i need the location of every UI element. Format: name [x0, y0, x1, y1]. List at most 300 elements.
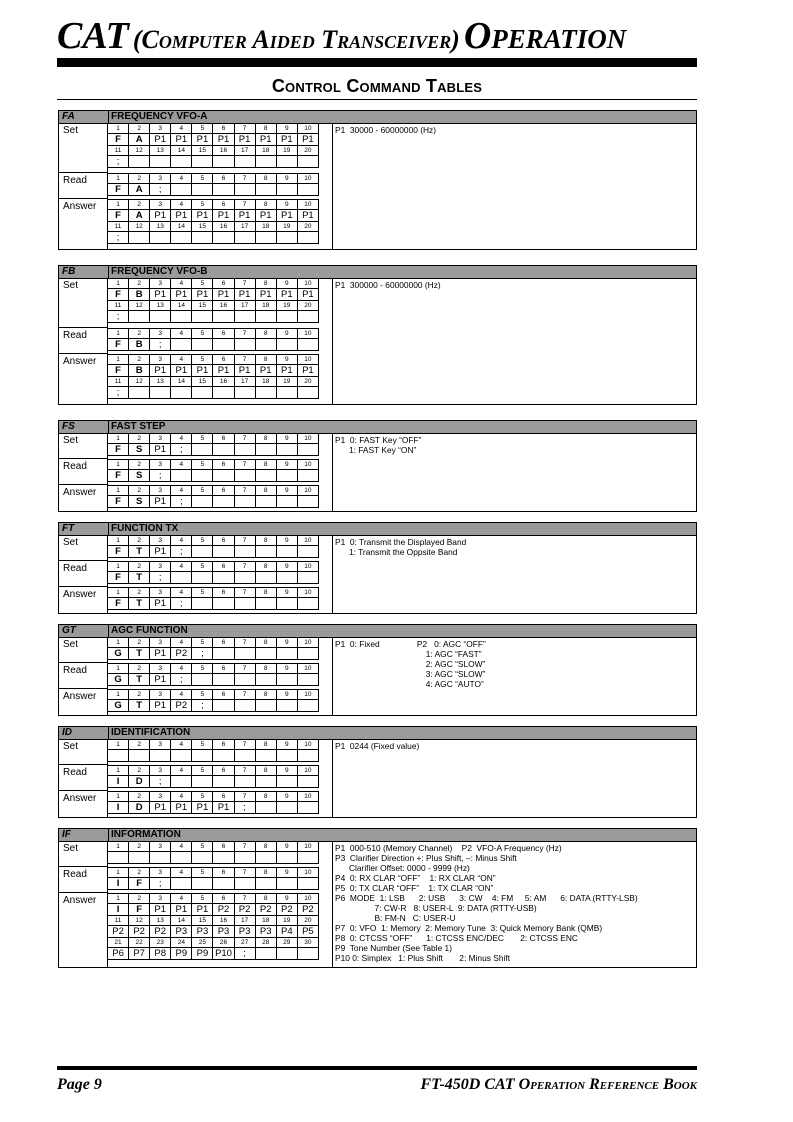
- command-cell: G: [108, 674, 129, 686]
- position-number: 10: [297, 536, 318, 546]
- position-number: 9: [276, 434, 297, 444]
- command-cell: [234, 496, 255, 508]
- position-number: 13: [150, 222, 171, 232]
- position-number: 7: [234, 562, 255, 572]
- position-number-row: [108, 638, 319, 648]
- command-cell: [192, 444, 213, 456]
- command-cell: G: [108, 700, 129, 712]
- position-number: 7: [234, 664, 255, 674]
- position-number: 4: [171, 894, 192, 904]
- command-format-table: [107, 123, 319, 168]
- position-number: 2: [129, 638, 150, 648]
- command-cell: [192, 852, 213, 864]
- command-cell: [234, 470, 255, 482]
- command-cell: [234, 387, 255, 399]
- position-number: 5: [192, 174, 213, 184]
- position-number: 12: [129, 146, 150, 156]
- position-number: 19: [276, 377, 297, 387]
- row-label-read: Read: [63, 175, 87, 186]
- row-separator: [59, 172, 107, 173]
- position-number-row: [108, 486, 319, 496]
- command-cell: [150, 156, 171, 168]
- position-number: 10: [297, 740, 318, 750]
- command-cell: [276, 948, 297, 960]
- position-number: 5: [192, 562, 213, 572]
- command-cell: P2: [255, 904, 276, 916]
- command-cell: [255, 311, 276, 323]
- position-number: 1: [108, 329, 129, 339]
- position-number: 6: [213, 792, 234, 802]
- position-number: 10: [297, 200, 318, 210]
- position-number: 20: [297, 377, 318, 387]
- position-number: 8: [255, 279, 276, 289]
- command-cell: A: [129, 134, 150, 146]
- command-format-table: [107, 689, 319, 712]
- position-number: 9: [276, 460, 297, 470]
- position-number-row: [108, 740, 319, 750]
- row-label-set: Set: [63, 537, 79, 548]
- command-cell: [192, 311, 213, 323]
- command-cell: F: [108, 470, 129, 482]
- command-code: FB: [62, 266, 76, 277]
- label-column-divider: [107, 842, 108, 967]
- command-cell: [150, 387, 171, 399]
- command-cell: P1: [150, 210, 171, 222]
- position-number: 3: [150, 792, 171, 802]
- command-cell: ;: [108, 387, 129, 399]
- position-number: 6: [213, 740, 234, 750]
- position-number: 5: [192, 355, 213, 365]
- label-column-divider: [107, 124, 108, 249]
- command-cell: [276, 852, 297, 864]
- command-cell: [213, 878, 234, 890]
- position-number-row: [108, 146, 319, 156]
- position-number: 7: [234, 536, 255, 546]
- command-cell: [192, 750, 213, 762]
- command-cell: P1: [171, 210, 192, 222]
- command-cell: [150, 232, 171, 244]
- command-cell: P6: [108, 948, 129, 960]
- command-cell: [255, 648, 276, 660]
- position-number: 19: [276, 916, 297, 926]
- position-number: 1: [108, 740, 129, 750]
- command-cell: [213, 750, 234, 762]
- command-cell: [213, 444, 234, 456]
- position-number: 1: [108, 766, 129, 776]
- command-cell: I: [108, 878, 129, 890]
- command-cell: P1: [213, 289, 234, 301]
- command-cell: F: [108, 339, 129, 351]
- command-cell: P1: [213, 134, 234, 146]
- position-number: 8: [255, 355, 276, 365]
- command-cell: P1: [276, 365, 297, 377]
- position-number-row: [108, 842, 319, 852]
- position-number: 16: [213, 377, 234, 387]
- position-number: 2: [129, 894, 150, 904]
- command-cell: [297, 674, 318, 686]
- command-cell: [171, 776, 192, 788]
- command-cell: [276, 470, 297, 482]
- command-cell: [255, 700, 276, 712]
- command-cell: [171, 852, 192, 864]
- row-label-answer: Answer: [63, 589, 97, 600]
- position-number: 11: [108, 916, 129, 926]
- command-code: FT: [62, 523, 75, 534]
- position-number: 4: [171, 536, 192, 546]
- position-number: 22: [129, 938, 150, 948]
- position-number: 1: [108, 460, 129, 470]
- position-number: 5: [192, 868, 213, 878]
- command-cell: [213, 546, 234, 558]
- position-number: 8: [255, 562, 276, 572]
- row-label-set: Set: [63, 125, 79, 136]
- row-separator: [59, 560, 107, 561]
- position-number: 1: [108, 279, 129, 289]
- header-rule: [57, 58, 697, 67]
- position-number: 10: [297, 664, 318, 674]
- command-cell: [192, 572, 213, 584]
- position-number: 9: [276, 200, 297, 210]
- position-number: 21: [108, 938, 129, 948]
- command-format-table: [107, 535, 319, 558]
- label-column-divider: [107, 536, 108, 613]
- position-number: 28: [255, 938, 276, 948]
- command-cell: [213, 387, 234, 399]
- position-number: 6: [213, 486, 234, 496]
- position-number: 6: [213, 200, 234, 210]
- position-number: 23: [150, 938, 171, 948]
- position-number: 3: [150, 842, 171, 852]
- position-number: 3: [150, 690, 171, 700]
- position-number: 1: [108, 174, 129, 184]
- position-number: 8: [255, 434, 276, 444]
- description-column-divider: [332, 638, 333, 715]
- command-cell: P1: [276, 134, 297, 146]
- row-label-set: Set: [63, 639, 79, 650]
- position-number: 2: [129, 766, 150, 776]
- command-cell: ;: [171, 546, 192, 558]
- command-cell: P3: [255, 926, 276, 938]
- position-number: 8: [255, 842, 276, 852]
- command-cell: [213, 572, 234, 584]
- position-number: 14: [171, 377, 192, 387]
- row-separator: [59, 866, 107, 867]
- command-cell: [276, 184, 297, 196]
- position-number: 9: [276, 740, 297, 750]
- position-number: 6: [213, 174, 234, 184]
- command-format-table: [107, 765, 319, 788]
- command-cell: ;: [150, 878, 171, 890]
- command-cell: [276, 496, 297, 508]
- command-format-table: [107, 893, 319, 960]
- position-number: 1: [108, 486, 129, 496]
- parameter-description: P1 300000 - 60000000 (Hz): [335, 280, 441, 290]
- command-value-row: [108, 904, 319, 916]
- command-cell: [171, 470, 192, 482]
- position-number: 18: [255, 222, 276, 232]
- command-value-row: [108, 776, 319, 788]
- command-cell: [213, 339, 234, 351]
- command-cell: ;: [108, 311, 129, 323]
- position-number: 8: [255, 329, 276, 339]
- position-number-row: [108, 222, 319, 232]
- parameter-description: P1 0244 (Fixed value): [335, 741, 420, 751]
- position-number: 5: [192, 486, 213, 496]
- position-number: 6: [213, 638, 234, 648]
- position-number: 13: [150, 301, 171, 311]
- position-number: 7: [234, 124, 255, 134]
- position-number: 5: [192, 460, 213, 470]
- command-cell: P1: [192, 289, 213, 301]
- row-label-read: Read: [63, 461, 87, 472]
- position-number: 2: [129, 536, 150, 546]
- row-label-set: Set: [63, 741, 79, 752]
- description-column-divider: [332, 740, 333, 817]
- command-format-table: [107, 663, 319, 686]
- command-cell: [171, 750, 192, 762]
- position-number: 18: [255, 146, 276, 156]
- position-number-row: [108, 200, 319, 210]
- command-block-gt: [58, 624, 697, 716]
- position-number: 20: [297, 916, 318, 926]
- command-cell: S: [129, 470, 150, 482]
- position-number: 3: [150, 355, 171, 365]
- position-number: 3: [150, 868, 171, 878]
- command-cell: [192, 184, 213, 196]
- command-name: FREQUENCY VFO-B: [108, 266, 208, 278]
- position-number: 4: [171, 460, 192, 470]
- position-number-row: [108, 279, 319, 289]
- position-number: 3: [150, 486, 171, 496]
- position-number: 2: [129, 690, 150, 700]
- position-number: 10: [297, 766, 318, 776]
- command-cell: D: [129, 776, 150, 788]
- position-number: 7: [234, 690, 255, 700]
- command-cell: P1: [255, 365, 276, 377]
- command-cell: T: [129, 546, 150, 558]
- command-cell: P2: [234, 904, 255, 916]
- command-cell: P8: [150, 948, 171, 960]
- position-number: 6: [213, 329, 234, 339]
- command-cell: ;: [171, 444, 192, 456]
- command-format-table: [107, 173, 319, 196]
- command-value-row: [108, 444, 319, 456]
- command-cell: [129, 156, 150, 168]
- position-number: 9: [276, 690, 297, 700]
- command-format-table: [107, 587, 319, 610]
- position-number: 13: [150, 916, 171, 926]
- command-value-row: [108, 496, 319, 508]
- position-number: 10: [297, 792, 318, 802]
- position-number: 10: [297, 486, 318, 496]
- row-label-read: Read: [63, 330, 87, 341]
- position-number: 5: [192, 766, 213, 776]
- row-label-answer: Answer: [63, 895, 97, 906]
- command-cell: F: [108, 184, 129, 196]
- position-number: 10: [297, 329, 318, 339]
- command-cell: [171, 878, 192, 890]
- command-cell: [255, 776, 276, 788]
- position-number: 3: [150, 536, 171, 546]
- command-cell: P1: [234, 289, 255, 301]
- position-number: 3: [150, 200, 171, 210]
- command-cell: P1: [150, 674, 171, 686]
- row-separator: [59, 688, 107, 689]
- position-number: 4: [171, 174, 192, 184]
- command-cell: [171, 572, 192, 584]
- row-label-set: Set: [63, 435, 79, 446]
- position-number: 17: [234, 146, 255, 156]
- command-cell: [171, 232, 192, 244]
- position-number: 17: [234, 301, 255, 311]
- command-block-if: [58, 828, 697, 968]
- position-number: 9: [276, 766, 297, 776]
- position-number: 18: [255, 916, 276, 926]
- position-number: 3: [150, 664, 171, 674]
- command-cell: [276, 339, 297, 351]
- command-cell: [255, 572, 276, 584]
- position-number: 6: [213, 536, 234, 546]
- position-number-row: [108, 664, 319, 674]
- row-label-read: Read: [63, 665, 87, 676]
- command-value-row: [108, 598, 319, 610]
- position-number: 18: [255, 301, 276, 311]
- command-code: GT: [62, 625, 76, 636]
- command-cell: [234, 339, 255, 351]
- command-cell: [129, 852, 150, 864]
- command-cell: P9: [171, 948, 192, 960]
- command-cell: [234, 878, 255, 890]
- command-cell: ;: [150, 184, 171, 196]
- position-number: 5: [192, 664, 213, 674]
- command-cell: P1: [150, 546, 171, 558]
- position-number: 14: [171, 146, 192, 156]
- command-cell: I: [108, 776, 129, 788]
- position-number-row: [108, 329, 319, 339]
- command-cell: [192, 878, 213, 890]
- command-cell: [276, 572, 297, 584]
- position-number: 19: [276, 222, 297, 232]
- section-rule: [57, 99, 697, 100]
- position-number-row: [108, 174, 319, 184]
- position-number: 3: [150, 434, 171, 444]
- position-number: 8: [255, 638, 276, 648]
- command-cell: P1: [150, 648, 171, 660]
- command-cell: P3: [192, 926, 213, 938]
- position-number: 3: [150, 562, 171, 572]
- command-cell: [276, 776, 297, 788]
- command-value-row: [108, 156, 319, 168]
- command-cell: [234, 572, 255, 584]
- parameter-description: P1 0: Fixed P2 0: AGC “OFF” 1: AGC “FAST” 2: AGC “SLOW” 3: AGC “SLOW” 4: AGC “AUTO”: [335, 639, 486, 689]
- command-cell: T: [129, 674, 150, 686]
- command-block-fb: [58, 265, 697, 405]
- position-number: 5: [192, 842, 213, 852]
- command-value-row: [108, 700, 319, 712]
- command-format-table: [107, 637, 319, 660]
- command-cell: [276, 546, 297, 558]
- label-column-divider: [107, 434, 108, 511]
- footer-rule: [57, 1066, 697, 1070]
- command-cell: S: [129, 496, 150, 508]
- position-number-row: [108, 536, 319, 546]
- position-number: 8: [255, 460, 276, 470]
- position-number: 17: [234, 377, 255, 387]
- position-number: 13: [150, 377, 171, 387]
- page-number: Page 9: [57, 1076, 102, 1093]
- position-number: 8: [255, 200, 276, 210]
- command-cell: P2: [276, 904, 297, 916]
- position-number-row: [108, 355, 319, 365]
- command-cell: [297, 546, 318, 558]
- row-separator: [59, 586, 107, 587]
- row-label-set: Set: [63, 280, 79, 291]
- position-number: 20: [297, 222, 318, 232]
- position-number: 8: [255, 868, 276, 878]
- command-cell: [192, 387, 213, 399]
- position-number: 2: [129, 664, 150, 674]
- command-block-id: [58, 726, 697, 818]
- label-column-divider: [107, 638, 108, 715]
- position-number: 6: [213, 355, 234, 365]
- position-number: 8: [255, 690, 276, 700]
- position-number-row: [108, 124, 319, 134]
- command-format-table: [107, 278, 319, 323]
- command-cell: ;: [171, 598, 192, 610]
- command-value-row: [108, 339, 319, 351]
- command-cell: P1: [234, 134, 255, 146]
- command-cell: F: [108, 546, 129, 558]
- command-cell: [297, 470, 318, 482]
- position-number: 2: [129, 329, 150, 339]
- command-cell: [192, 598, 213, 610]
- position-number: 7: [234, 842, 255, 852]
- command-cell: ;: [192, 700, 213, 712]
- command-cell: P2: [297, 904, 318, 916]
- command-cell: [276, 444, 297, 456]
- row-separator: [59, 764, 107, 765]
- position-number: 6: [213, 766, 234, 776]
- position-number: 8: [255, 766, 276, 776]
- command-cell: [129, 750, 150, 762]
- position-number: 3: [150, 894, 171, 904]
- command-cell: [276, 878, 297, 890]
- position-number: 14: [171, 222, 192, 232]
- position-number: 4: [171, 329, 192, 339]
- command-cell: A: [129, 184, 150, 196]
- command-cell: P1: [192, 802, 213, 814]
- position-number: 7: [234, 486, 255, 496]
- command-cell: [255, 232, 276, 244]
- position-number: 6: [213, 842, 234, 852]
- command-cell: [297, 948, 318, 960]
- position-number: 10: [297, 562, 318, 572]
- position-number-row: [108, 868, 319, 878]
- command-format-table: [107, 739, 319, 762]
- command-cell: T: [129, 572, 150, 584]
- command-cell: P9: [192, 948, 213, 960]
- command-cell: P2: [108, 926, 129, 938]
- command-value-row: [108, 232, 319, 244]
- command-cell: [234, 444, 255, 456]
- position-number: 15: [192, 301, 213, 311]
- position-number: 9: [276, 536, 297, 546]
- command-cell: P1: [150, 289, 171, 301]
- position-number: 15: [192, 146, 213, 156]
- position-number: 2: [129, 740, 150, 750]
- position-number: 18: [255, 377, 276, 387]
- position-number: 16: [213, 916, 234, 926]
